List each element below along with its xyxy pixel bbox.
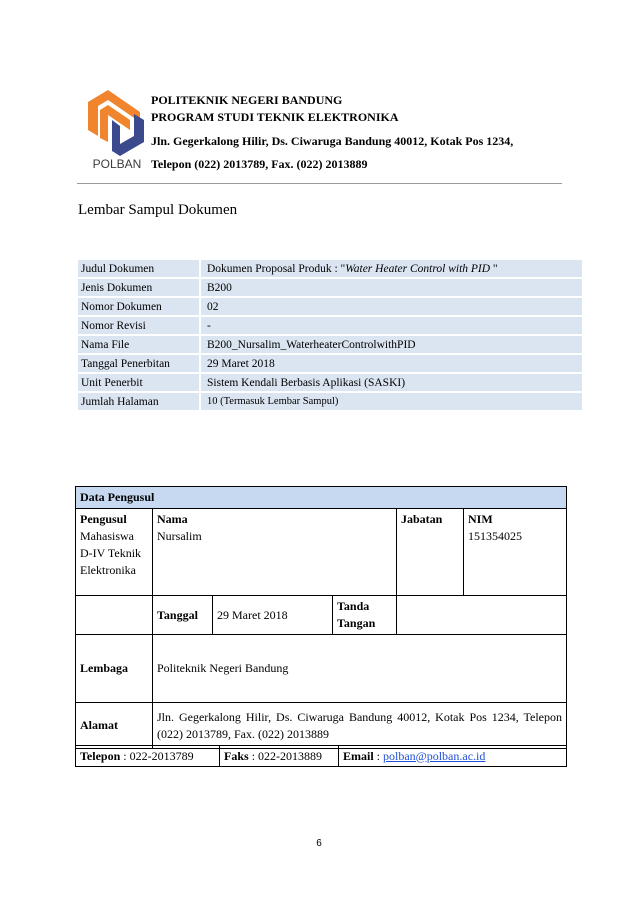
email-cell: Email : polban@polban.ac.id [339,746,567,767]
jabatan-label: Jabatan [397,509,464,595]
institution-address: Jln. Gegerkalong Hilir, Ds. Ciwaruga Bandung 40012, Kotak Pos 1234, [151,134,514,148]
nim-cell [464,509,567,595]
document-info-table [78,258,582,412]
lembaga-value: Politeknik Negeri Bandung [153,635,567,703]
tanda-tangan-label: Tanda Tangan [333,596,397,635]
info-value: 10 (Termasuk Lembar Sampul) [199,393,582,410]
info-value: 29 Maret 2018 [199,355,582,372]
info-label: Tanggal Penerbitan [78,355,199,372]
nim-label: NIM [468,512,493,526]
tanggal-value: 29 Maret 2018 [213,596,333,635]
polban-logo [86,84,148,170]
table-row [78,317,582,334]
empty-cell [76,596,153,635]
page-number: 6 [316,838,322,849]
info-label: Jumlah Halaman [78,393,199,410]
table-row [78,260,582,277]
info-value: 02 [199,298,582,315]
table-row [78,298,582,315]
table-row [78,374,582,391]
pengusul-section-title: Data Pengusul [76,487,567,509]
logo-text: POLBAN [92,157,142,170]
telepon-cell: Telepon : 022-2013789 [76,746,220,767]
pengusul-label: Pengusul [80,512,127,526]
page-title: Lembar Sampul Dokumen [78,202,238,218]
info-value: B200_Nursalim_WaterheaterControlwithPID [199,336,582,353]
polban-logo-mark [86,84,148,170]
pengusul-type: Mahasiswa D-IV Teknik Elektronika [80,529,142,577]
info-value: B200 [199,279,582,296]
jabatan-nim-cell [397,509,567,596]
pengusul-cell [76,509,153,596]
program-name: PROGRAM STUDI TEKNIK ELEKTRONIKA [151,110,399,124]
pengusul-table [75,486,567,749]
tanggal-label: Tanggal [153,596,213,635]
table-row [78,279,582,296]
info-value: - [199,317,582,334]
table-row [78,393,582,410]
info-label: Judul Dokumen [78,260,199,277]
table-row [78,336,582,353]
nama-label: Nama [157,512,188,526]
institution-phone: Telepon (022) 2013789, Fax. (022) 2013889 [151,157,368,171]
table-row [78,355,582,372]
info-value: Sistem Kendali Berbasis Aplikasi (SASKI) [199,374,582,391]
info-label: Nama File [78,336,199,353]
nim-value: 151354025 [468,529,522,543]
header-divider [77,183,562,184]
nama-cell [153,509,397,596]
faks-cell: Faks : 022-2013889 [220,746,339,767]
info-label: Unit Penerbit [78,374,199,391]
institution-name: POLITEKNIK NEGERI BANDUNG [151,93,343,107]
email-link[interactable]: polban@polban.ac.id [383,748,486,763]
info-label: Nomor Revisi [78,317,199,334]
alamat-label: Alamat [76,703,153,749]
info-label: Nomor Dokumen [78,298,199,315]
nama-value: Nursalim [157,529,202,543]
contact-table [75,745,567,767]
signature-cell [397,596,567,635]
lembaga-label: Lembaga [76,635,153,703]
info-label: Jenis Dokumen [78,279,199,296]
info-value: Dokumen Proposal Produk : "Water Heater Control with PID " [199,260,582,277]
alamat-value: Jln. Gegerkalong Hilir, Ds. Ciwaruga Bandung 40012, Kotak Pos 1234, Telepon (022) 2013789, Fax. (022) 2013889 [153,703,567,749]
